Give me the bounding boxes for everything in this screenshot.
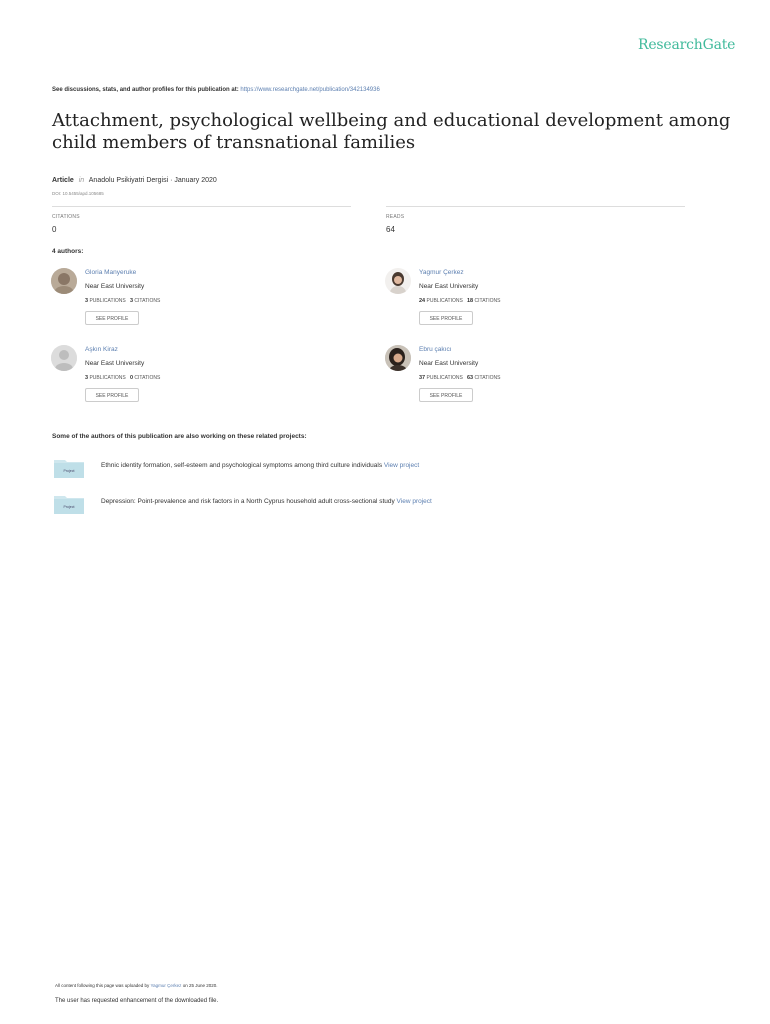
enhancement-note: The user has requested enhancement of the downloaded file. (55, 998, 219, 1004)
citations-divider (52, 206, 351, 207)
reads-value: 64 (386, 225, 395, 234)
in-label: in (78, 177, 85, 184)
article-type: Article (52, 177, 74, 184)
author-avatar[interactable] (51, 268, 77, 294)
author-avatar[interactable] (385, 345, 411, 371)
project-title: Ethnic identity formation, self-esteem and psychological symptoms among third culture individuals (101, 462, 383, 469)
project-item (54, 458, 734, 482)
author-institution: Near East University (419, 283, 479, 290)
article-doi: DOI: 10.5455/apd.105685 (52, 191, 104, 196)
author-stats: 37 PUBLICATIONS 63 CITATIONS (419, 375, 501, 381)
reads-label: READS (386, 214, 405, 220)
citations-label: CITATIONS (52, 214, 80, 220)
author-stats: 3 PUBLICATIONS 3 CITATIONS (85, 298, 161, 304)
author-name[interactable]: Aşkın Kiraz (85, 346, 118, 353)
author-avatar[interactable] (51, 345, 77, 371)
article-meta (52, 177, 217, 184)
reads-divider (386, 206, 685, 207)
projects-heading: Some of the authors of this publication are also working on these related projects: (52, 433, 307, 440)
project-title: Depression: Point-prevalence and risk factors in a North Cyprus household adult cross-sectional study (101, 498, 395, 505)
author-stats: 3 PUBLICATIONS 0 CITATIONS (85, 375, 161, 381)
discussion-prefix: See discussions, stats, and author profiles for this publication at: (52, 87, 239, 93)
project-title-row (101, 462, 419, 469)
upload-notice: All content following this page was uploaded by Yagmur Çerkez on 25 June 2020. (55, 983, 218, 988)
uploader-link[interactable]: Yagmur Çerkez (150, 983, 182, 988)
authors-heading: 4 authors: (52, 248, 84, 255)
author-avatar[interactable] (385, 268, 411, 294)
journal-name: Anadolu Psikiyatri Dergisi · January 2020 (88, 177, 217, 184)
view-project-link[interactable]: View project (383, 462, 420, 469)
project-title-row (101, 498, 432, 505)
see-profile-button[interactable]: SEE PROFILE (419, 311, 473, 325)
author-card (51, 345, 351, 415)
author-card (385, 345, 685, 415)
author-stats: 24 PUBLICATIONS 18 CITATIONS (419, 298, 501, 304)
project-folder-icon (54, 494, 84, 514)
svg-text:Project: Project (63, 469, 75, 473)
author-name[interactable]: Ebru çakıcı (419, 346, 452, 353)
view-project-link[interactable]: View project (396, 498, 432, 505)
svg-text:Project: Project (63, 505, 75, 509)
author-card (51, 268, 351, 338)
author-name[interactable]: Yagmur Çerkez (419, 269, 464, 276)
author-institution: Near East University (85, 360, 145, 367)
author-institution: Near East University (419, 360, 479, 367)
author-institution: Near East University (85, 283, 145, 290)
see-profile-button[interactable]: SEE PROFILE (85, 311, 139, 325)
project-folder-icon (54, 458, 84, 478)
article-title: Attachment, psychological wellbeing and educational development among child members of transnational families (52, 110, 731, 153)
publication-link[interactable]: https://www.researchgate.net/publication/342134936 (240, 87, 380, 93)
author-name[interactable]: Gloria Manyeruke (85, 269, 137, 276)
discussion-notice (52, 87, 380, 93)
see-profile-button[interactable]: SEE PROFILE (419, 388, 473, 402)
see-profile-button[interactable]: SEE PROFILE (85, 388, 139, 402)
citations-value: 0 (52, 225, 57, 234)
author-card (385, 268, 685, 338)
researchgate-logo[interactable]: ResearchGate (638, 37, 736, 53)
project-item (54, 494, 734, 518)
